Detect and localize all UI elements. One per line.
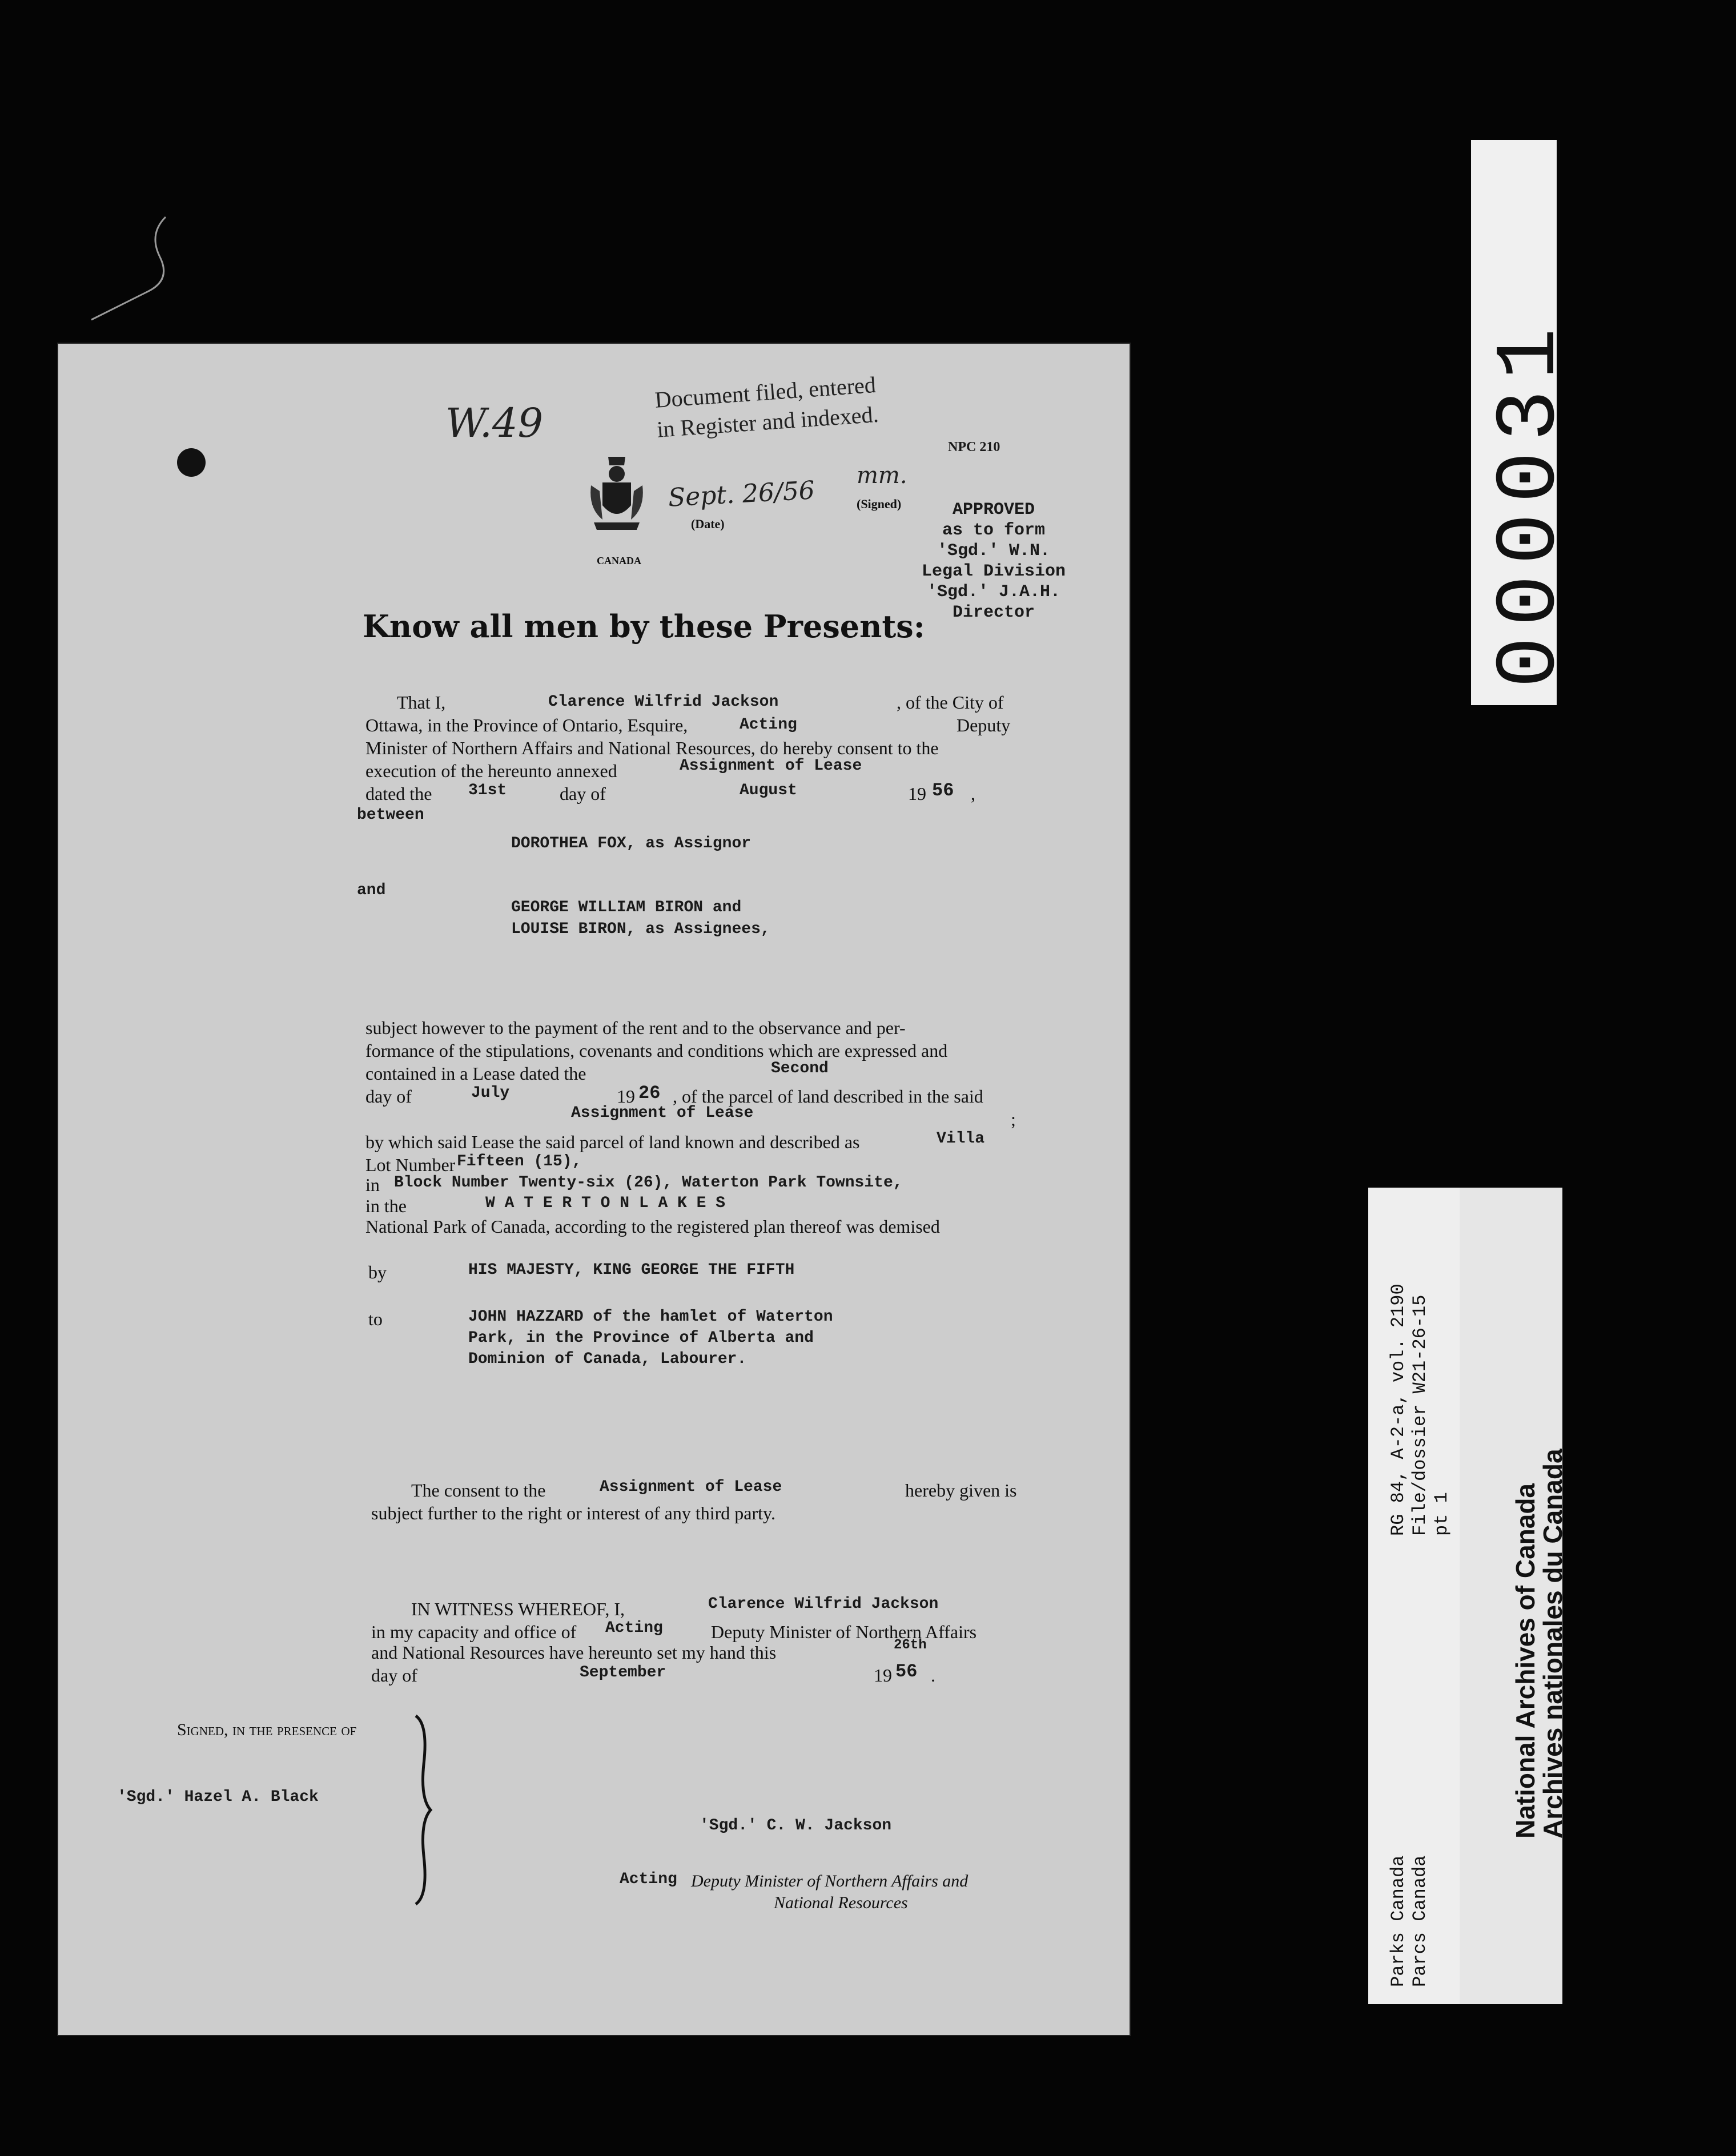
p4-line-1: IN WITNESS WHEREOF, I, <box>411 1599 625 1619</box>
p4-day: 26th <box>894 1638 927 1653</box>
p4-period: . <box>931 1665 935 1686</box>
approval-stamp <box>914 500 1074 623</box>
signature-brace <box>411 1713 434 1910</box>
p2-semicolon: ; <box>1011 1109 1016 1129</box>
assignees-line-2: LOUISE BIRON, as Assignees, <box>511 920 770 938</box>
p1-instrument: Assignment of Lease <box>680 757 862 775</box>
filed-initials: mm. <box>857 462 907 489</box>
p1-day-of: day of <box>560 783 606 804</box>
p1-between: between <box>357 806 424 824</box>
p1-line-2: Ottawa, in the Province of Ontario, Esquire, <box>365 715 688 735</box>
p4-acting: Acting <box>605 1619 663 1637</box>
p1-year-prefix: 19 <box>908 783 926 804</box>
lessee-line-3: Dominion of Canada, Labourer. <box>468 1350 747 1368</box>
p2-to: to <box>368 1309 383 1329</box>
p2-day-of: day of <box>365 1086 412 1107</box>
p1-line-4: execution of the hereunto annexed <box>365 761 617 781</box>
p2-line-10: National Park of Canada, according to the registered plan thereof was demised <box>365 1216 940 1237</box>
frame-number: 000031 <box>1482 317 1580 688</box>
p2-line-1: subject however to the payment of the rent and to the observance and per- <box>365 1017 906 1038</box>
p2-line-4: , of the parcel of land described in the said <box>673 1086 983 1107</box>
witness-name: Clarence Wilfrid Jackson <box>708 1595 939 1613</box>
archive-reference-label <box>1368 1188 1471 2004</box>
p3-line-2: subject further to the right or interest of any third party. <box>371 1503 775 1523</box>
assignor: DOROTHEA FOX, as Assignor <box>511 835 752 852</box>
p1-dated-the: dated the <box>365 783 432 804</box>
consenting-name: Clarence Wilfrid Jackson <box>548 693 779 711</box>
block-number: Block Number Twenty-six (26), Waterton Park Townsite, <box>394 1174 903 1192</box>
p1-line-3: Minister of Northern Affairs and National Resources, do hereby consent to the <box>365 738 939 758</box>
handwritten-reference: W.49 <box>445 400 544 447</box>
signed-label: (Signed) <box>857 497 902 511</box>
film-scratch <box>80 211 183 328</box>
p4-year: 56 <box>895 1661 918 1682</box>
archives-name-en: National Archives of Canada <box>1510 1483 1540 1839</box>
filed-stamp-line-1: Document filed, entered <box>654 371 877 413</box>
lot-number: Fifteen (15), <box>457 1153 582 1170</box>
parks-canada-en: Parks Canada <box>1388 1855 1409 1987</box>
national-archives-label <box>1460 1188 1568 2004</box>
reference-line-2: File/dossier W21-26-15 <box>1409 1294 1430 1536</box>
minister-title-line-1: Deputy Minister of Northern Affairs and <box>691 1872 969 1890</box>
archives-name-fr: Archives nationales du Canada <box>1538 1449 1568 1839</box>
parks-canada-fr: Parcs Canada <box>1409 1855 1430 1987</box>
p1-acting: Acting <box>740 716 797 734</box>
p2-line-2: formance of the stipulations, covenants and conditions which are expressed and <box>365 1040 948 1061</box>
lessor: HIS MAJESTY, KING GEORGE THE FIFTH <box>468 1261 795 1279</box>
approval-line-6: Director <box>952 603 1035 622</box>
witness-signature: 'Sgd.' Hazel A. Black <box>117 1788 319 1806</box>
p2-by: by <box>368 1262 387 1282</box>
p3-line-1a: The consent to the <box>411 1480 546 1501</box>
approval-line-2: as to form <box>942 521 1046 540</box>
p1-day-number: 31st <box>468 782 507 799</box>
date-label: (Date) <box>691 517 725 531</box>
p2-line-3: contained in a Lease dated the <box>365 1063 586 1084</box>
p1-deputy: Deputy <box>957 715 1011 735</box>
coat-of-arms <box>585 451 648 540</box>
and-label: and <box>357 882 386 899</box>
p2-in: in <box>365 1174 380 1195</box>
title-acting: Acting <box>620 1871 677 1888</box>
signed-in-presence: Signed, in the presence of <box>177 1720 357 1739</box>
p2-year-prefix: 19 <box>617 1086 635 1107</box>
frame-number-strip <box>1471 140 1580 705</box>
p4-line-3: and National Resources have hereunto set my hand this <box>371 1642 777 1663</box>
lessee-line-2: Park, in the Province of Alberta and <box>468 1329 814 1347</box>
minister-title-line-2: National Resources <box>774 1893 908 1912</box>
p4-month: September <box>580 1664 666 1682</box>
lease-year: 26 <box>638 1083 661 1104</box>
p1-year-suffix: 56 <box>932 780 954 801</box>
document-heading: Know all men by these Presents: <box>363 608 925 645</box>
p2-line-6: by which said Lease the said parcel of land known and described as <box>365 1132 860 1152</box>
approval-line-1: APPROVED <box>952 500 1035 520</box>
p4-year-prefix: 19 <box>874 1665 892 1686</box>
approval-line-5: 'Sgd.' J.A.H. <box>926 582 1061 602</box>
p4-day-of: day of <box>371 1665 417 1686</box>
form-number: NPC 210 <box>948 440 1000 454</box>
p2-in-the: in the <box>365 1196 407 1216</box>
approval-line-4: Legal Division <box>921 562 1066 581</box>
villa: Villa <box>937 1130 985 1148</box>
p3-line-1b: hereby given is <box>905 1480 1017 1501</box>
hole-punch <box>177 448 206 477</box>
minister-signature: 'Sgd.' C. W. Jackson <box>700 1817 892 1835</box>
p1-that-i: That I, <box>397 692 446 713</box>
lease-month: July <box>471 1084 510 1102</box>
assignees-line-1: GEORGE WILLIAM BIRON and <box>511 899 742 916</box>
filed-date: Sept. 26/56 <box>667 476 815 513</box>
canada-label: CANADA <box>597 555 641 566</box>
filed-stamp <box>654 370 879 445</box>
p4-line-2b: Deputy Minister of Northern Affairs <box>711 1622 977 1642</box>
document-page <box>57 343 1131 2036</box>
p1-of-city: , of the City of <box>897 692 1004 713</box>
park-name: W A T E R T O N L A K E S <box>485 1194 726 1212</box>
p2-instrument: Assignment of Lease <box>571 1104 754 1122</box>
filed-stamp-line-2: in Register and indexed. <box>656 401 879 443</box>
p1-month: August <box>740 782 797 799</box>
approval-line-3: 'Sgd.' W.N. <box>937 541 1051 561</box>
p3-instrument: Assignment of Lease <box>600 1478 782 1496</box>
p4-line-2a: in my capacity and office of <box>371 1622 577 1642</box>
reference-line-1: RG 84, A-2-a, vol. 2190 <box>1388 1284 1409 1536</box>
p2-lot-label: Lot Number <box>365 1155 456 1175</box>
lessee-line-1: JOHN HAZZARD of the hamlet of Waterton <box>468 1308 833 1326</box>
reference-line-3: pt 1 <box>1431 1492 1452 1536</box>
p1-comma: , <box>971 783 975 804</box>
lease-day: Second <box>771 1060 829 1077</box>
